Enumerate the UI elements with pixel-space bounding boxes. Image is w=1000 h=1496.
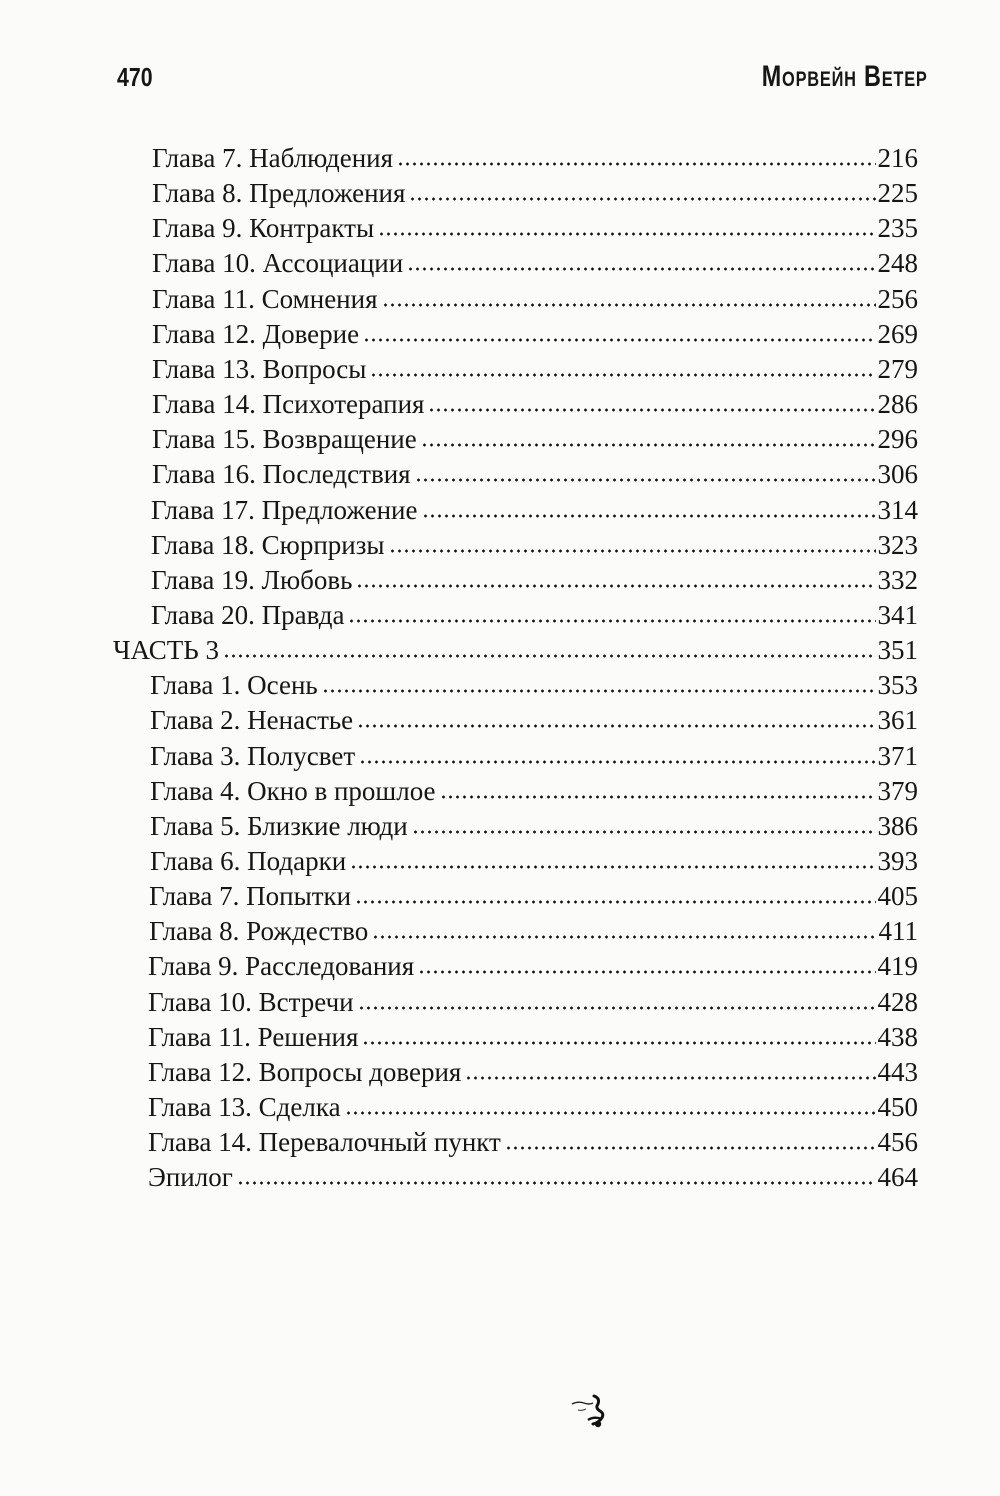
toc-entry-title: Глава 6. Подарки: [150, 846, 347, 876]
toc-entry: [152, 348, 918, 384]
dot-leader: [409, 196, 875, 202]
toc-entry: [151, 559, 918, 595]
dot-leader: [350, 864, 875, 870]
toc-entry-title: Глава 11. Решения: [148, 1022, 359, 1052]
toc-entry-page: 332: [877, 565, 918, 595]
toc-entry-title: Глава 7. Попытки: [149, 881, 352, 911]
toc-entry-title: Глава 16. Последствия: [152, 459, 411, 489]
toc-entry-page: 450: [877, 1092, 918, 1122]
page-number: 470: [117, 62, 153, 92]
toc-entry-page: 438: [877, 1022, 918, 1052]
toc-entry-title: Глава 14. Психотерапия: [152, 389, 425, 419]
toc-entry: [148, 945, 918, 981]
toc-entry: [152, 242, 918, 278]
toc-entry-title: Глава 3. Полусвет: [150, 741, 356, 771]
toc-entry-page: 443: [877, 1057, 918, 1087]
dot-leader: [345, 1110, 876, 1116]
toc-entry-page: 296: [877, 424, 918, 454]
dot-leader: [389, 548, 876, 554]
toc-entry-page: 411: [878, 916, 918, 946]
dot-leader: [358, 1005, 876, 1011]
dot-leader: [465, 1075, 875, 1081]
toc-entry-title: Глава 4. Окно в прошлое: [150, 776, 436, 806]
toc-entry-title: Глава 8. Предложения: [152, 178, 406, 208]
dot-leader: [237, 1180, 876, 1186]
toc-entry: [148, 1121, 918, 1157]
toc-entry-page: 464: [877, 1162, 918, 1192]
dot-leader: [378, 231, 875, 237]
dot-leader: [359, 759, 875, 765]
toc-entry-page: 341: [877, 600, 918, 630]
toc-entry-page: 393: [877, 846, 918, 876]
dot-leader: [348, 618, 875, 624]
toc-entry-page: 235: [877, 213, 918, 243]
toc-entry-title: Глава 13. Сделка: [148, 1092, 341, 1122]
toc-entry-title: ЧАСТЬ 3: [113, 635, 219, 665]
toc-entry: [152, 137, 918, 173]
toc-entry-title: Глава 10. Встречи: [148, 987, 354, 1017]
toc-entry-page: 269: [877, 319, 918, 349]
dot-leader: [223, 653, 876, 659]
toc-entry-title: Глава 9. Расследования: [148, 951, 415, 981]
toc-entry: [152, 418, 918, 454]
toc-entry: [152, 207, 918, 243]
dot-leader: [422, 513, 876, 519]
toc-entry-page: 379: [877, 776, 918, 806]
toc-entry-title: Глава 13. Вопросы: [152, 354, 367, 384]
toc-entry-title: Глава 10. Ассоциации: [152, 248, 404, 278]
toc-entry-title: Глава 14. Перевалочный пункт: [148, 1127, 501, 1157]
dot-leader: [505, 1145, 876, 1151]
dot-leader: [407, 266, 875, 272]
toc-entry-title: Глава 7. Наблюдения: [152, 143, 394, 173]
toc-entry-page: 279: [877, 354, 918, 384]
toc-entry-page: 351: [877, 635, 918, 665]
toc-entry-page: 371: [877, 741, 918, 771]
toc-entry-title: Глава 12. Вопросы доверия: [148, 1057, 462, 1087]
toc-entry-page: 456: [877, 1127, 918, 1157]
toc-entry-title: Глава 9. Контракты: [152, 213, 375, 243]
dot-leader: [357, 723, 875, 729]
toc-entry-page: 361: [877, 705, 918, 735]
toc-entry: [149, 910, 918, 946]
dot-leader: [382, 302, 876, 308]
toc-entry: [152, 453, 918, 489]
dot-leader: [415, 477, 876, 483]
toc-entry: [151, 594, 918, 630]
toc-entry: [148, 1051, 918, 1087]
toc-entry: [152, 383, 918, 419]
toc-entry: [150, 840, 918, 876]
toc-entry: [148, 1156, 918, 1192]
toc-entry-title: Глава 2. Ненастье: [150, 705, 354, 735]
toc-entry-page: 314: [877, 495, 918, 525]
toc-entry: [148, 1086, 918, 1122]
toc-entry-title: Глава 8. Рождество: [149, 916, 369, 946]
toc-entry-title: Глава 11. Сомнения: [152, 284, 378, 314]
dot-leader: [397, 161, 875, 167]
dot-leader: [421, 442, 876, 448]
dot-leader: [370, 372, 875, 378]
toc-entry: [151, 524, 918, 560]
ink-ornament-icon: [568, 1390, 614, 1430]
toc-entry: [152, 313, 918, 349]
toc-entry-page: 216: [877, 143, 918, 173]
toc-entry-title: Глава 5. Близкие люди: [150, 811, 408, 841]
toc-entry-page: 353: [877, 670, 918, 700]
dot-leader: [412, 829, 876, 835]
dot-leader: [428, 407, 875, 413]
toc-entry-title: Глава 12. Доверие: [152, 319, 360, 349]
toc-entry: [149, 875, 918, 911]
dot-leader: [440, 794, 876, 800]
toc-entry: [150, 805, 918, 841]
toc-entry: [150, 699, 918, 735]
toc-entry-title: Глава 18. Сюрпризы: [151, 530, 385, 560]
toc-entry-page: 323: [877, 530, 918, 560]
toc-entry-title: Глава 17. Предложение: [151, 495, 418, 525]
dot-leader: [356, 583, 875, 589]
dot-leader: [363, 337, 875, 343]
toc-entry-page: 286: [877, 389, 918, 419]
dot-leader: [372, 934, 876, 940]
dot-leader: [362, 1040, 875, 1046]
toc-entry: [152, 172, 918, 208]
dot-leader: [418, 969, 875, 975]
dot-leader: [355, 899, 875, 905]
toc-entry-title: Глава 1. Осень: [150, 670, 318, 700]
toc-entry: [151, 489, 918, 525]
toc-entry: [113, 629, 918, 665]
toc-entry-page: 256: [877, 284, 918, 314]
toc-entry-page: 405: [877, 881, 918, 911]
toc-entry-page: 225: [877, 178, 918, 208]
toc-entry-title: Глава 20. Правда: [151, 600, 345, 630]
toc-entry-page: 306: [877, 459, 918, 489]
toc-entry: [150, 664, 918, 700]
toc-entry: [150, 770, 918, 806]
running-head: Морвейн Ветер: [762, 60, 928, 93]
toc-entry-page: 428: [877, 987, 918, 1017]
toc-entry: [152, 278, 918, 314]
toc-entry: [150, 735, 918, 771]
toc-entry: [148, 981, 918, 1017]
toc-entry-page: 419: [877, 951, 918, 981]
toc-entry: [148, 1016, 918, 1052]
toc-entry-title: Глава 15. Возвращение: [152, 424, 417, 454]
dot-leader: [322, 688, 876, 694]
toc-entry-page: 248: [877, 248, 918, 278]
toc-entry-page: 386: [877, 811, 918, 841]
toc-entry-title: Глава 19. Любовь: [151, 565, 353, 595]
toc-entry-title: Эпилог: [148, 1162, 233, 1192]
